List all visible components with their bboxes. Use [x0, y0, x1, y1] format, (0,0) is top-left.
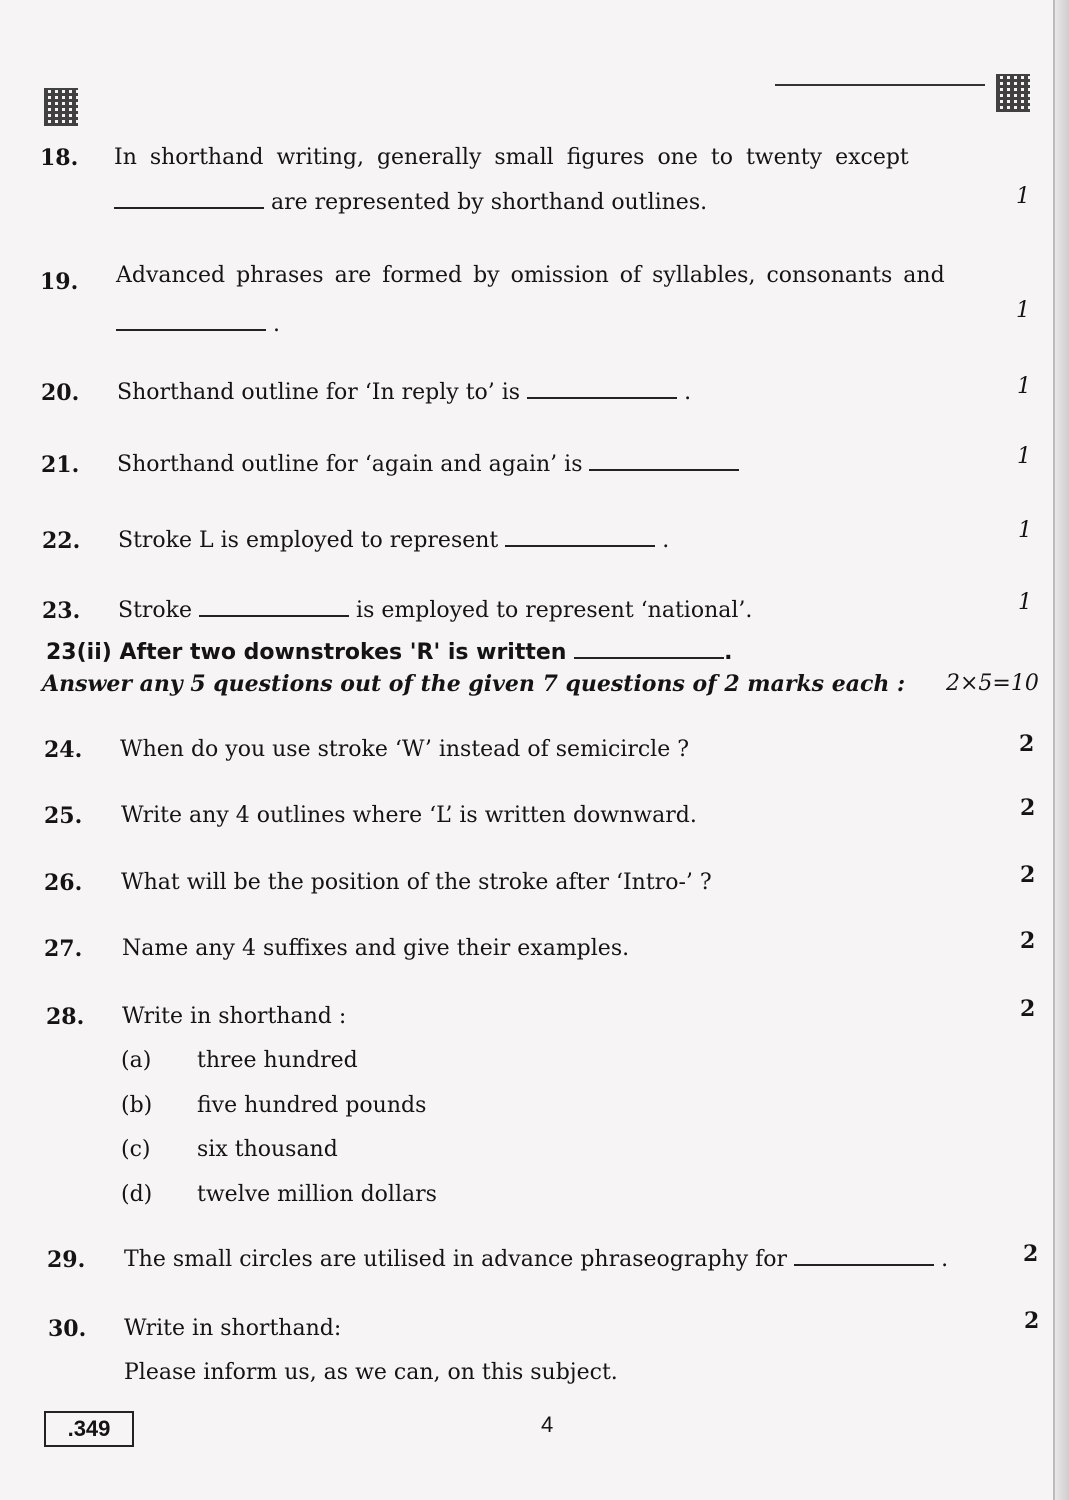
answer-blank[interactable] — [505, 545, 655, 547]
marks: 1 — [1017, 374, 1031, 399]
header-rule — [775, 84, 985, 86]
question-text: Stroke L is employed to represent — [118, 528, 499, 553]
marks: 2 — [1024, 1308, 1040, 1334]
page-number: 4 — [541, 1412, 554, 1437]
answer-blank[interactable] — [199, 615, 349, 617]
answer-blank[interactable] — [527, 397, 677, 399]
question-text: . — [724, 640, 733, 665]
qr-code-left-icon — [44, 88, 78, 126]
marks: 1 — [1016, 184, 1030, 209]
question-text: . — [273, 312, 280, 337]
marks: 1 — [1016, 298, 1030, 323]
marks: 2 — [1023, 1241, 1039, 1267]
answer-blank[interactable] — [589, 469, 739, 471]
answer-blank[interactable] — [794, 1264, 934, 1266]
marks: 2 — [1020, 928, 1036, 954]
question-text: The small circles are utilised in advance phraseography for — [124, 1247, 788, 1272]
marks: 1 — [1018, 590, 1032, 615]
marks: 2 — [1020, 996, 1036, 1022]
question-text: is employed to represent ‘national’. — [356, 598, 753, 623]
answer-blank[interactable] — [114, 207, 264, 209]
question-text: . — [662, 528, 670, 553]
qr-code-right-icon — [996, 74, 1030, 112]
marks: 1 — [1018, 518, 1032, 543]
marks: 2 — [1020, 795, 1036, 821]
question-text: 23(ii) After two downstrokes 'R' is written — [46, 640, 567, 665]
question-text: Stroke — [118, 598, 193, 623]
marks: 2 — [1019, 731, 1035, 757]
paper-code: .349 — [44, 1411, 134, 1447]
question-text: are represented by shorthand outlines. — [271, 190, 708, 215]
marks: 2 — [1020, 862, 1036, 888]
answer-blank[interactable] — [574, 657, 724, 659]
marks: 1 — [1017, 444, 1031, 469]
section-marks: 2×5=10 — [946, 671, 1039, 696]
question-text: . — [941, 1247, 949, 1272]
question-text: Shorthand outline for ‘In reply to’ is — [117, 380, 521, 405]
question-text: . — [684, 380, 692, 405]
question-text: Shorthand outline for ‘again and again’ is — [117, 452, 583, 477]
page-edge — [1053, 0, 1069, 1500]
answer-blank[interactable] — [116, 329, 266, 331]
